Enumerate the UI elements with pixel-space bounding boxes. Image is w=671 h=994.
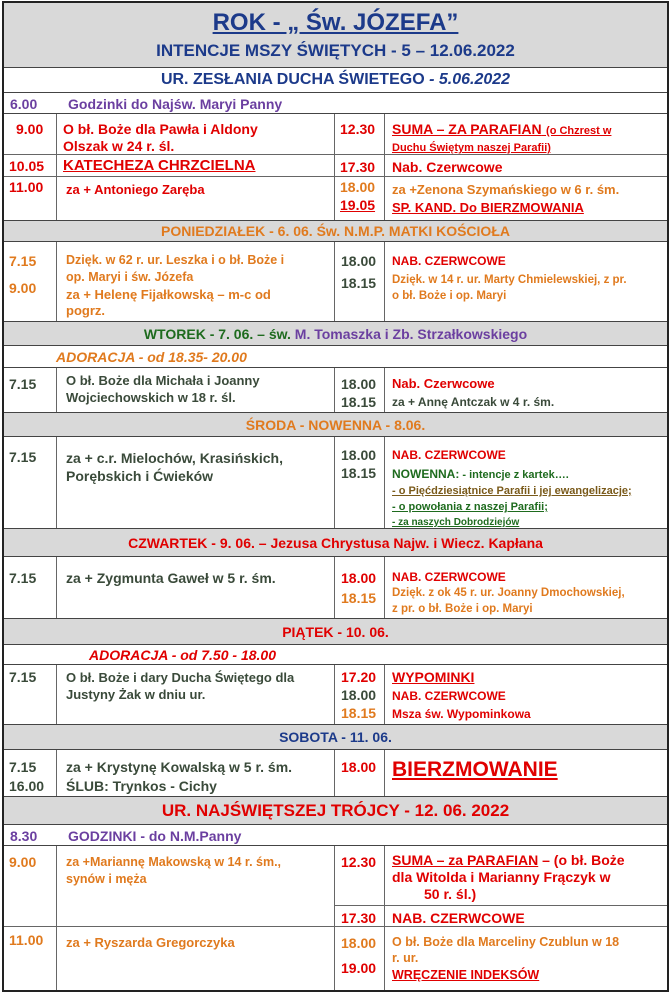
friday-intention-r3: Msza św. Wypominkowa	[392, 707, 531, 721]
tuesday-intention-r1: Nab. Czerwcowe	[392, 376, 495, 391]
friday-time-r1: 17.20	[341, 669, 377, 685]
friday-time-r3: 18.15	[341, 705, 377, 721]
sunday1-time-2: 10.05	[9, 158, 45, 174]
wednesday-heading	[4, 412, 667, 436]
wednesday-time-1: 7.15	[9, 449, 37, 465]
sunday1-time-1: 9.00	[16, 121, 44, 137]
thursday-masses	[4, 556, 667, 618]
thursday-time-r2: 18.15	[341, 590, 377, 606]
sunday1-masses	[4, 113, 667, 220]
saturday-intention-r1: BIERZMOWANIE	[392, 758, 558, 781]
tuesday-time-r1: 18.00	[341, 376, 377, 392]
sunday2-time-1: 9.00	[9, 854, 37, 870]
tuesday-time-r2: 18.15	[341, 394, 377, 410]
sunday1-godzinki-time: 6.00	[10, 96, 38, 112]
sunday2-intention-r4: WRĘCZENIE INDEKSÓW	[392, 968, 540, 982]
monday-time-1: 7.15	[9, 253, 37, 269]
friday-masses	[4, 664, 667, 724]
page-title: ROK - „ Św. JÓZEFA”	[212, 9, 459, 36]
saturday-time-1: 7.15	[9, 759, 37, 775]
sunday2-godzinki-row	[4, 824, 667, 845]
monday-time-r1: 18.00	[341, 253, 377, 269]
sunday2-godzinki-time: 8.30	[10, 828, 38, 844]
sunday2-godzinki-text: GODZINKI - do N.M.Panny	[68, 828, 242, 844]
sunday1-intention-r1: SUMA – ZA PARAFIAN (o Chzrest w Duchu Świętym naszej Parafii)	[392, 121, 612, 154]
wednesday-intention-1: za + c.r. Mielochów, Krasińskich, Porębskich i Ćwieków	[66, 450, 283, 484]
monday-intention-2: za + Helenę Fijałkowską – m-c od pogrz.	[66, 287, 271, 318]
sunday1-time-r2: 17.30	[340, 159, 376, 175]
tuesday-adoration-row	[4, 345, 667, 367]
sunday1-godzinki-text: Godzinki do Najśw. Maryi Panny	[68, 96, 283, 112]
sunday2-intention-1: za +Mariannę Makowską w 14 r. śm., synów i męża	[66, 855, 282, 886]
thursday-heading	[4, 528, 667, 556]
tuesday-heading	[4, 321, 667, 345]
thursday-intention-r1: NAB. CZERWCOWE	[392, 570, 506, 584]
sunday1-date: - 5.06.2022	[424, 71, 511, 88]
sunday2-intention-r3: O bł. Boże dla Marceliny Czublun w 18 r. ur.	[392, 935, 620, 965]
saturday-time-2: 16.00	[9, 778, 45, 794]
monday-intention-r2: Dzięk. w 14 r. ur. Marty Chmielewskiej, z pr. o bł. Boże i op. Maryi	[392, 274, 627, 302]
friday-intention-r2: NAB. CZERWCOWE	[392, 689, 506, 703]
saturday-intention-2: ŚLUB: Trynkos - Cichy	[66, 778, 217, 794]
header	[4, 3, 667, 67]
tuesday-intention-1: O bł. Boże dla Michała i Joanny Wojciechowskich w 18 r. śl.	[66, 373, 260, 405]
friday-adoration-row	[4, 644, 667, 664]
sunday1-intention-r2: Nab. Czerwcowe	[392, 159, 503, 175]
monday-time-2: 9.00	[9, 280, 37, 296]
thursday-heading-text: CZWARTEK - 9. 06. – Jezusa Chrystusa Najw. i Wiecz. Kapłana	[128, 535, 543, 551]
schedule-page	[2, 1, 669, 992]
sunday1-heading	[4, 67, 667, 92]
sunday2-time-3: 11.00	[9, 932, 44, 948]
sunday1-godzinki-row	[4, 92, 667, 113]
sunday1-intention-3: za + Antoniego Zaręba	[66, 182, 205, 197]
thursday-time-1: 7.15	[9, 570, 37, 586]
monday-time-r2: 18.15	[341, 275, 377, 291]
friday-time-r2: 18.00	[341, 687, 377, 703]
thursday-time-r1: 18.00	[341, 570, 377, 586]
tuesday-adoration: ADORACJA - od 18.35- 20.00	[56, 349, 247, 365]
tuesday-heading-a: WTOREK - 7. 06. – św.	[143, 326, 295, 342]
wednesday-time-r1: 18.00	[341, 447, 377, 463]
saturday-heading-text: SOBOTA - 11. 06.	[279, 729, 392, 745]
sunday1-heading-text: UR. ZESŁANIA DUCHA ŚWIETEGO	[160, 71, 425, 88]
thursday-intention-1: za + Zygmunta Gaweł w 5 r. śm.	[66, 570, 276, 586]
saturday-heading	[4, 724, 667, 749]
tuesday-heading-b: M. Tomaszka i Zb. Strzałkowskiego	[294, 326, 528, 342]
friday-time-1: 7.15	[9, 669, 37, 685]
sunday1-time-3: 11.00	[9, 179, 44, 195]
sunday2-heading-text: UR. NAJŚWIĘTSZEJ TRÓJCY - 12. 06. 2022	[161, 801, 510, 820]
friday-heading-text: PIĄTEK - 10. 06.	[282, 624, 389, 640]
monday-heading	[4, 220, 667, 241]
sunday1-time-r4: 19.05	[340, 197, 376, 213]
sunday2-intention-r2: NAB. CZERWCOWE	[392, 910, 525, 926]
thursday-intention-r2: Dzięk. z ok 45 r. ur. Joanny Dmochowskiej, z pr. o bł. Boże i op. Maryi	[392, 587, 625, 615]
friday-adoration: ADORACJA - od 7.50 - 18.00	[89, 647, 276, 663]
sunday1-time-r3: 18.00	[340, 179, 376, 195]
monday-intention-r1: NAB. CZERWCOWE	[392, 254, 506, 268]
sunday1-time-r1: 12.30	[340, 121, 376, 137]
sunday2-time-r2: 17.30	[341, 910, 377, 926]
sunday2-intention-3: za + Ryszarda Gregorczyka	[66, 935, 235, 950]
sunday1-intention-1: O bł. Boże dla Pawła i Aldony Olszak w 24 r. śl.	[63, 121, 258, 154]
wednesday-intention-r2: NOWENNA: - intencje z kartek…. - o Pięćdziesiątnice Parafii i jej ewangelizacje; - o powołania z naszej Parafii; - za naszych Dobrodziejów	[392, 467, 632, 528]
sunday2-time-r4: 19.00	[341, 960, 377, 976]
monday-intention-1: Dzięk. w 62 r. ur. Leszka i o bł. Boże i op. Maryi i św. Józefa	[66, 253, 285, 284]
tuesday-masses	[4, 367, 667, 412]
monday-masses	[4, 241, 667, 321]
sunday1-intention-r3: za +Zenona Szymańskiego w 6 r. śm.	[392, 182, 620, 197]
wednesday-time-r2: 18.15	[341, 465, 377, 481]
monday-heading-text: PONIEDZIAŁEK - 6. 06. Św. N.M.P. MATKI KOŚCIOŁA	[160, 223, 510, 239]
sunday2-intention-r1: SUMA – za PARAFIAN – (o bł. Boże dla Witolda i Marianny Frączyk w 50 r. śl.)	[392, 852, 625, 902]
friday-heading	[4, 618, 667, 644]
sunday2-time-r3: 18.00	[341, 935, 377, 951]
page-subtitle: INTENCJE MSZY ŚWIĘTYCH - 5 – 12.06.2022	[156, 41, 515, 60]
tuesday-intention-r2: za + Annę Antczak w 4 r. śm.	[392, 395, 555, 409]
saturday-intention-1: za + Krystynę Kowalską w 5 r. śm.	[66, 759, 293, 775]
sunday2-masses	[4, 845, 667, 990]
tuesday-time-1: 7.15	[9, 376, 37, 392]
friday-intention-1: O bł. Boże i dary Ducha Świętego dla Justyny Żak w dniu ur.	[66, 670, 295, 702]
sunday1-intention-r4: SP. KAND. Do BIERZMOWANIA	[392, 200, 584, 215]
sunday1-intention-2: KATECHEZA CHRZCIELNA	[63, 157, 256, 174]
friday-intention-r1: WYPOMINKI	[392, 669, 475, 685]
wednesday-intention-r1: NAB. CZERWCOWE	[392, 448, 506, 462]
sunday2-heading	[4, 796, 667, 824]
wednesday-masses	[4, 436, 667, 528]
saturday-masses	[4, 749, 667, 796]
wednesday-heading-text: ŚRODA - NOWENNA - 8.06.	[245, 417, 426, 433]
saturday-time-r1: 18.00	[341, 759, 377, 775]
sunday2-time-r1: 12.30	[341, 854, 377, 870]
